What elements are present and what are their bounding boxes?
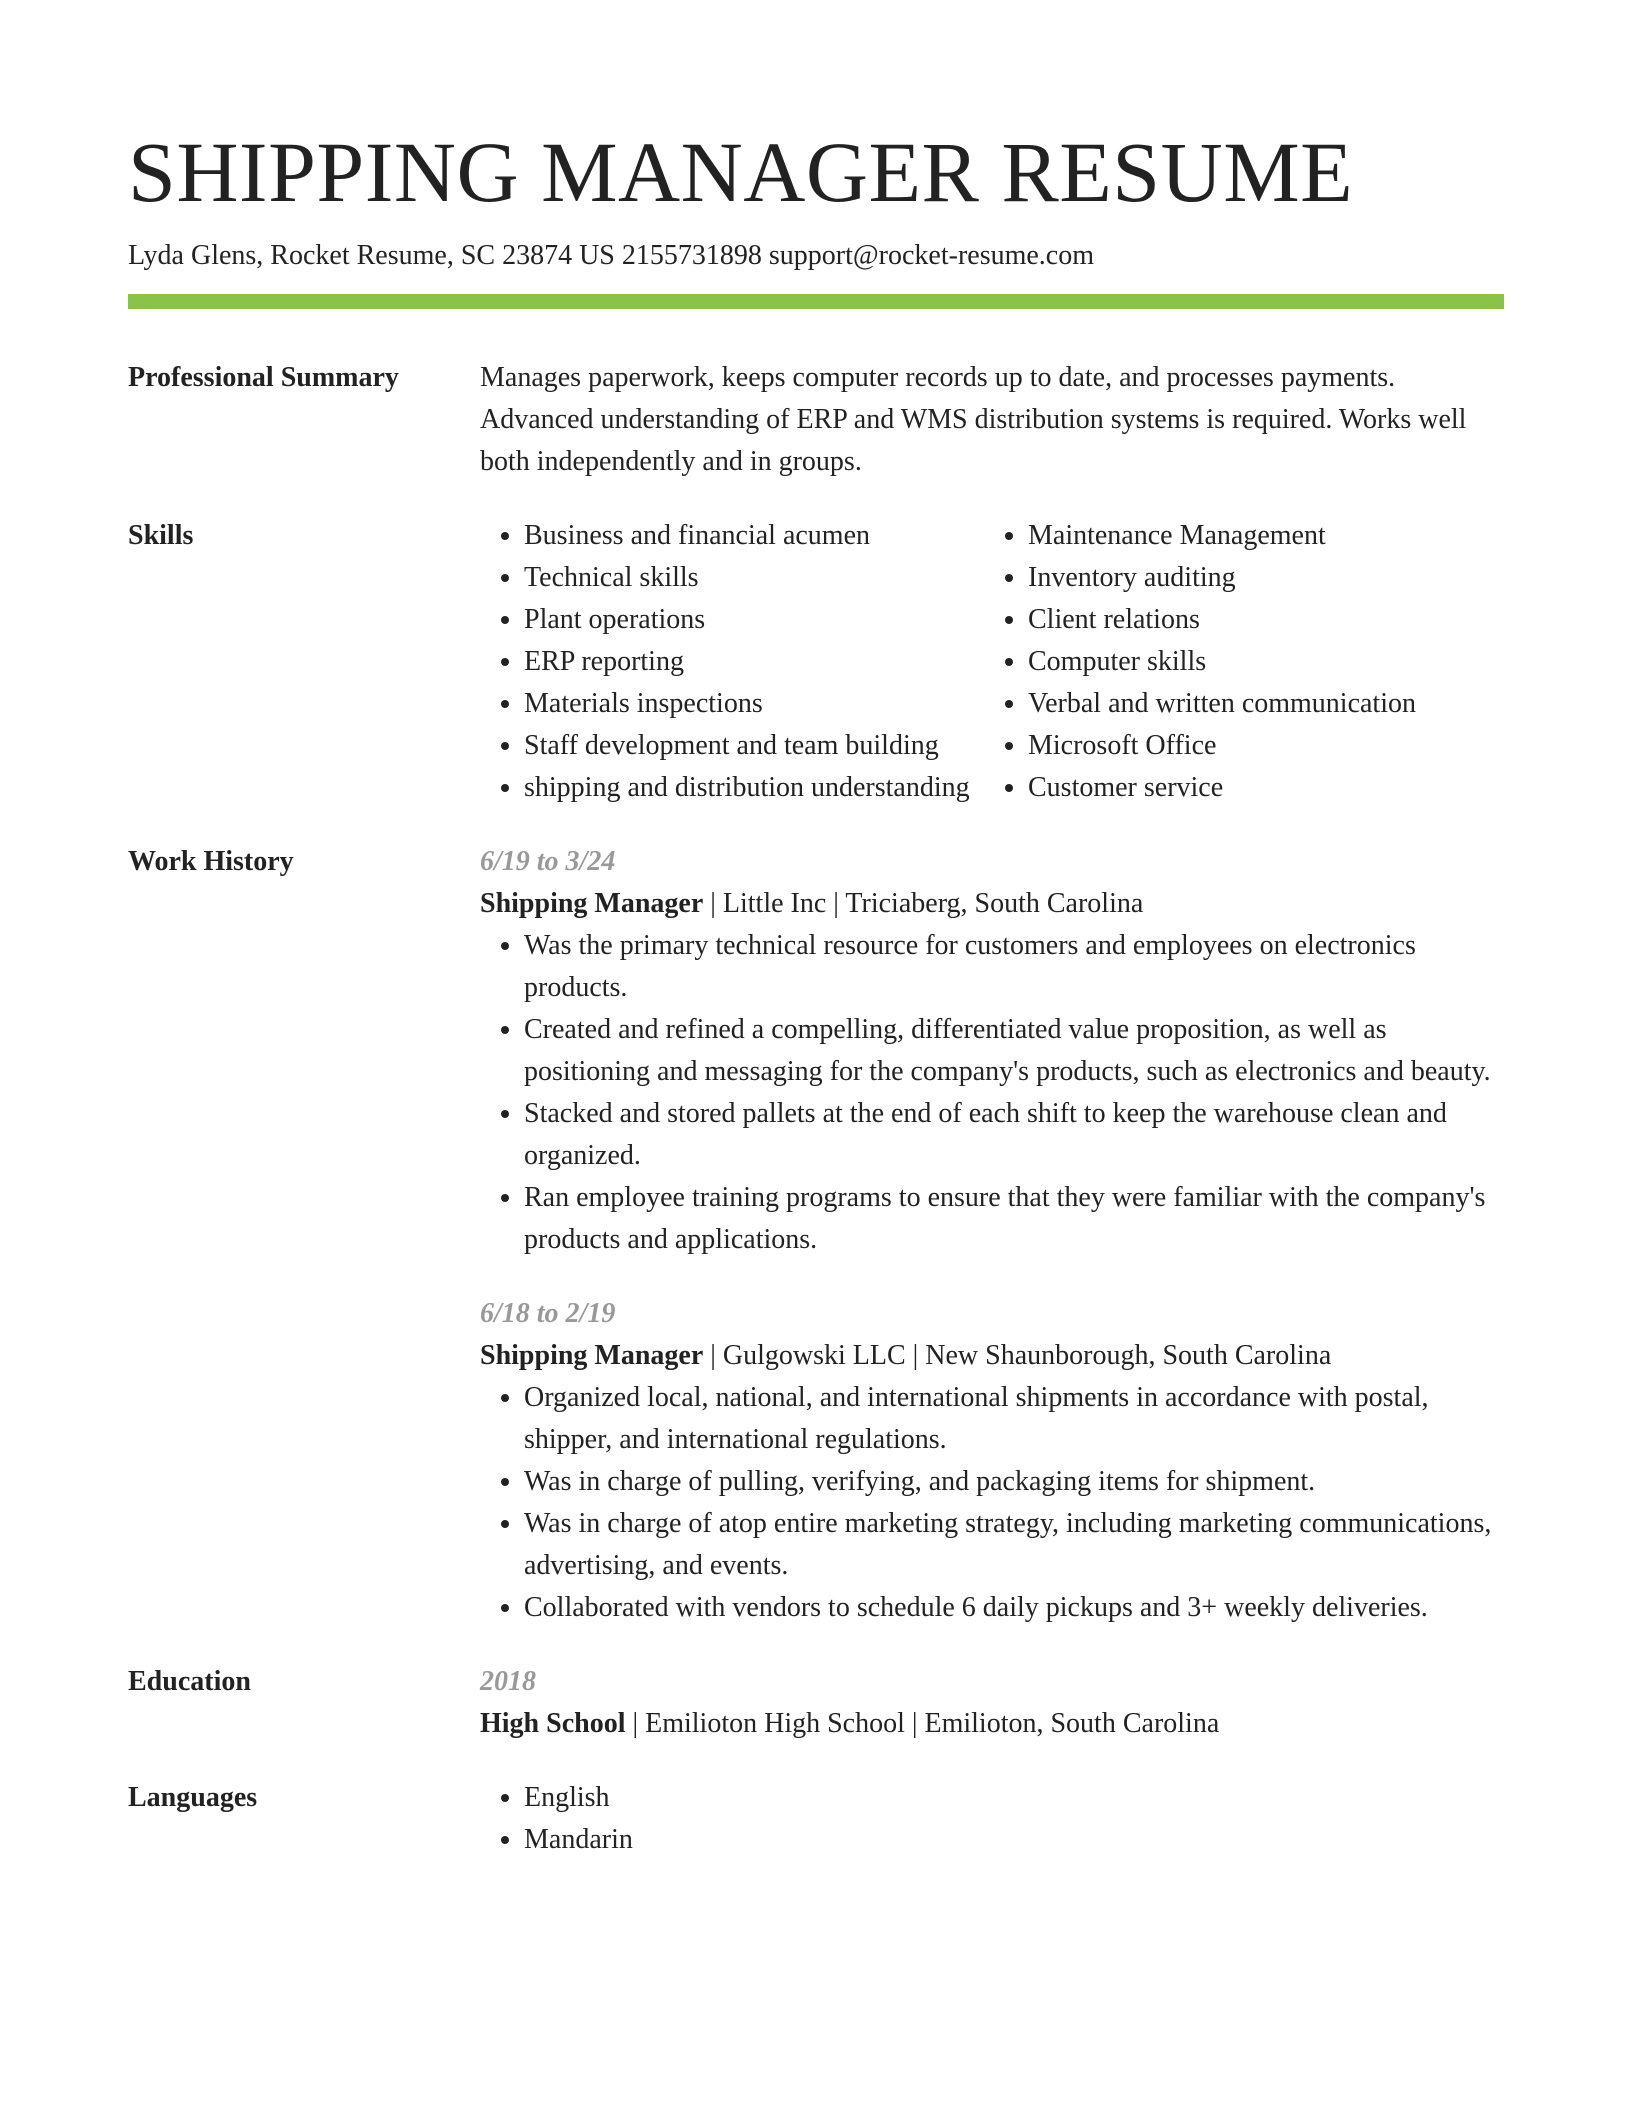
skills-column-1 — [480, 515, 984, 809]
resume-page — [128, 120, 1504, 1861]
job-entry — [480, 1293, 1504, 1629]
job-dates: 6/19 to 3/24 — [480, 846, 616, 877]
job-title-line — [480, 883, 1504, 925]
skill-item: • shipping and distribution understanding — [524, 767, 984, 809]
work-history-body — [480, 841, 1504, 1629]
section-label-summary: Professional Summary — [128, 362, 399, 393]
resume-title: SHIPPING MANAGER RESUME — [128, 124, 1354, 220]
job-bullet: • Was in charge of atop entire marketing strategy, including marketing communications, advertising, and events. — [524, 1503, 1504, 1587]
section-label-work: Work History — [128, 846, 294, 877]
separator: | — [703, 1340, 723, 1371]
job-bullet: • Collaborated with vendors to schedule 6 daily pickups and 3+ weekly deliveries. — [524, 1587, 1504, 1629]
job-location: New Shaunborough, South Carolina — [925, 1340, 1332, 1371]
contact-line: Lyda Glens, Rocket Resume, SC 23874 US 2155731898 support@rocket-resume.com — [128, 240, 1094, 271]
work-history-section — [128, 841, 1504, 1629]
skill-item: • Staff development and team building — [524, 725, 984, 767]
languages-body — [480, 1777, 1504, 1861]
skills-list-1 — [480, 515, 984, 809]
skill-item: • Business and financial acumen — [524, 515, 984, 557]
job-bullet: • Organized local, national, and international shipments in accordance with postal, shipper, and international regulations. — [524, 1377, 1504, 1461]
job-role: Shipping Manager — [480, 888, 704, 919]
job-location: Triciaberg, South Carolina — [845, 888, 1144, 919]
job-bullets — [480, 925, 1504, 1261]
skill-item: • Microsoft Office — [1028, 725, 1504, 767]
job-company: Gulgowski LLC — [722, 1340, 906, 1371]
separator: | — [826, 888, 846, 919]
skills-section — [128, 515, 1504, 809]
summary-text: Manages paperwork, keeps computer records up to date, and processes payments. Advanced understanding of ERP and WMS distribution systems is required. Works well both independently and in groups. — [480, 362, 1467, 477]
job-title-line — [480, 1335, 1504, 1377]
job-company: Little Inc — [722, 888, 827, 919]
job-dates: 6/18 to 2/19 — [480, 1298, 616, 1329]
language-item: • English — [524, 1777, 1504, 1819]
skill-item: • Computer skills — [1028, 641, 1504, 683]
languages-section — [128, 1777, 1504, 1861]
job-role: Shipping Manager — [480, 1340, 704, 1371]
job-bullet: • Ran employee training programs to ensure that they were familiar with the company's products and applications. — [524, 1177, 1504, 1261]
skill-item: • Plant operations — [524, 599, 984, 641]
job-entry — [480, 841, 1504, 1261]
job-bullet: • Stacked and stored pallets at the end of each shift to keep the warehouse clean and organized. — [524, 1093, 1504, 1177]
skill-item: • Inventory auditing — [1028, 557, 1504, 599]
job-bullets — [480, 1377, 1504, 1629]
language-item: • Mandarin — [524, 1819, 1504, 1861]
summary-section — [128, 357, 1504, 483]
section-label-skills: Skills — [128, 520, 194, 551]
separator: | — [905, 1340, 926, 1371]
separator: | — [625, 1708, 646, 1739]
skill-item: • Maintenance Management — [1028, 515, 1504, 557]
section-label-education: Education — [128, 1666, 251, 1697]
education-school: Emilioton High School — [645, 1708, 905, 1739]
education-body — [480, 1661, 1504, 1745]
skill-item: • Customer service — [1028, 767, 1504, 809]
skill-item: • Verbal and written communication — [1028, 683, 1504, 725]
job-bullet: • Was in charge of pulling, verifying, and packaging items for shipment. — [524, 1461, 1504, 1503]
skills-column-2 — [984, 515, 1504, 809]
separator: | — [703, 888, 723, 919]
job-bullet: • Was the primary technical resource for customers and employees on electronics products. — [524, 925, 1504, 1009]
separator: | — [904, 1708, 925, 1739]
skill-item: • ERP reporting — [524, 641, 984, 683]
languages-list — [480, 1777, 1504, 1861]
section-label-languages: Languages — [128, 1782, 258, 1813]
education-section — [128, 1661, 1504, 1745]
skills-list-2 — [984, 515, 1504, 809]
education-line — [480, 1703, 1504, 1745]
skill-item: • Materials inspections — [524, 683, 984, 725]
education-location: Emilioton, South Carolina — [924, 1708, 1220, 1739]
education-year: 2018 — [480, 1666, 536, 1697]
skills-columns — [480, 515, 1504, 809]
skill-item: • Technical skills — [524, 557, 984, 599]
job-bullet: • Created and refined a compelling, differentiated value proposition, as well as positioning and messaging for the company's products, such as electronics and beauty. — [524, 1009, 1504, 1093]
header-divider — [128, 294, 1504, 309]
education-degree: High School — [480, 1708, 626, 1739]
skill-item: • Client relations — [1028, 599, 1504, 641]
